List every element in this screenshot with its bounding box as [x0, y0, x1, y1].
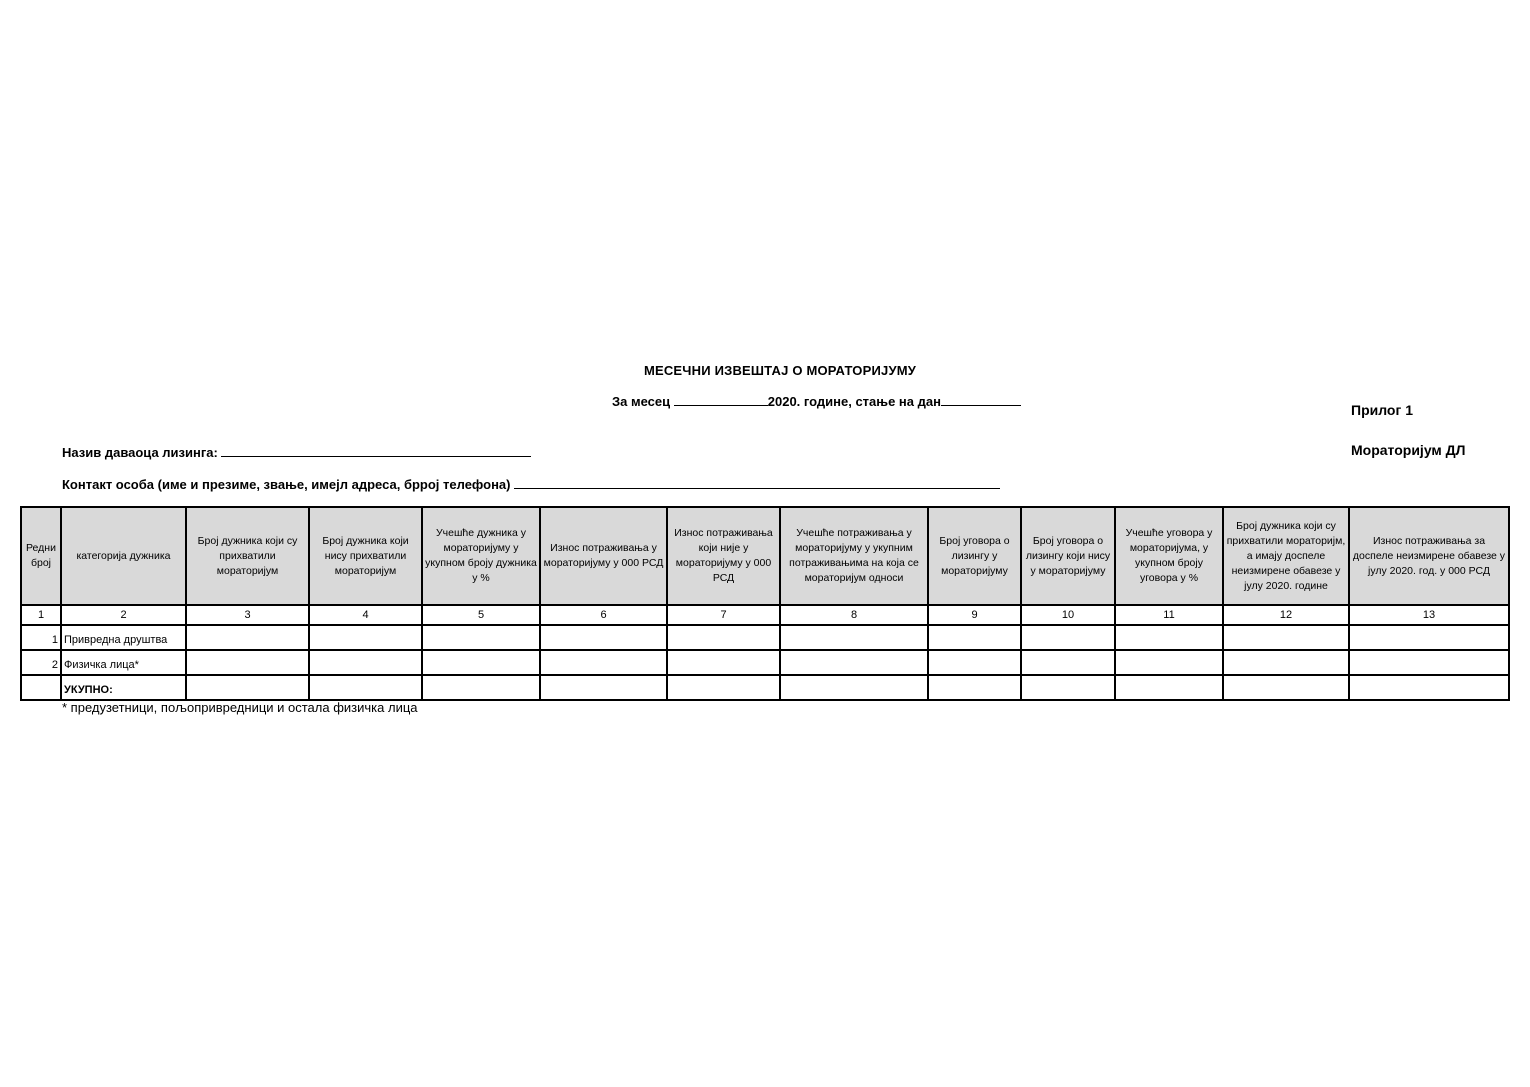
- column-number: 1: [21, 605, 61, 625]
- data-cell[interactable]: [422, 650, 540, 675]
- data-cell[interactable]: [1223, 675, 1349, 700]
- data-cell[interactable]: [1021, 675, 1115, 700]
- moratorium-table: [20, 506, 1510, 701]
- data-cell[interactable]: [667, 675, 780, 700]
- data-cell[interactable]: [928, 650, 1021, 675]
- header-cell: Редни број: [21, 507, 61, 605]
- data-cell[interactable]: [1349, 650, 1509, 675]
- column-number: 11: [1115, 605, 1223, 625]
- period-prefix: За месец: [612, 394, 671, 409]
- data-cell[interactable]: [186, 675, 309, 700]
- column-number-row: [21, 605, 1509, 625]
- data-cell[interactable]: [1115, 650, 1223, 675]
- column-number: 2: [61, 605, 186, 625]
- header-cell: Износ потраживања за доспеле неизмирене обавезе у јулу 2020. год. у 000 РСД: [1349, 507, 1509, 605]
- column-number: 8: [780, 605, 928, 625]
- report-period: [612, 393, 1021, 409]
- column-number: 7: [667, 605, 780, 625]
- header-cell: Учешће потраживања у мораторијуму у укупним потраживањима на која се мораторијум односи: [780, 507, 928, 605]
- data-cell[interactable]: [1115, 625, 1223, 650]
- data-cell[interactable]: [309, 625, 422, 650]
- annex-label: Прилог 1: [1351, 402, 1413, 418]
- row-category: Привредна друштва: [61, 625, 186, 650]
- data-cell[interactable]: [540, 650, 667, 675]
- contact-person-label: Контакт особа (име и презиме, звање, имејл адреса, брроj телефона): [62, 477, 511, 492]
- data-cell[interactable]: [1349, 625, 1509, 650]
- column-number: 3: [186, 605, 309, 625]
- table-header-row: [21, 507, 1509, 605]
- row-number: 2: [21, 650, 61, 675]
- column-number: 13: [1349, 605, 1509, 625]
- table-row-total: [21, 675, 1509, 700]
- period-middle: 2020. године, стање на дан: [767, 394, 941, 409]
- data-cell[interactable]: [422, 675, 540, 700]
- data-cell[interactable]: [422, 625, 540, 650]
- data-cell[interactable]: [780, 675, 928, 700]
- data-cell[interactable]: [667, 625, 780, 650]
- report-title: МЕСЕЧНИ ИЗВЕШТАЈ О МОРАТОРИЈУМУ: [643, 363, 917, 378]
- data-cell[interactable]: [1223, 650, 1349, 675]
- column-number: 9: [928, 605, 1021, 625]
- header-cell: Износ потраживања у мораторијуму у 000 РСД: [540, 507, 667, 605]
- header-cell: Број дужника који су прихватили мораторијм, а имају доспеле неизмирене обавезе у јулу 2020. године: [1223, 507, 1349, 605]
- table-row-individuals: [21, 650, 1509, 675]
- lessor-name-label: Назив даваоца лизинга:: [62, 445, 218, 460]
- data-cell[interactable]: [309, 675, 422, 700]
- data-cell[interactable]: [928, 625, 1021, 650]
- data-cell[interactable]: [186, 650, 309, 675]
- data-cell[interactable]: [1021, 650, 1115, 675]
- header-cell: категорија дужника: [61, 507, 186, 605]
- contact-person-field: [62, 476, 1000, 492]
- data-cell[interactable]: [667, 650, 780, 675]
- data-cell[interactable]: [186, 625, 309, 650]
- lessor-name-field: [62, 444, 531, 460]
- row-category-total: УКУПНО:: [61, 675, 186, 700]
- column-number: 12: [1223, 605, 1349, 625]
- header-cell: Учешће уговора у мораторијума, у укупном броју уговора у %: [1115, 507, 1223, 605]
- data-cell[interactable]: [1349, 675, 1509, 700]
- data-cell[interactable]: [780, 625, 928, 650]
- row-number: [21, 675, 61, 700]
- data-cell[interactable]: [928, 675, 1021, 700]
- column-number: 5: [422, 605, 540, 625]
- column-number: 6: [540, 605, 667, 625]
- lessor-name-blank[interactable]: [221, 444, 531, 457]
- row-category: Физичка лица*: [61, 650, 186, 675]
- header-cell: Број уговора о лизингу у мораторијуму: [928, 507, 1021, 605]
- header-cell: Број уговора о лизингу који нису у мораторијуму: [1021, 507, 1115, 605]
- data-cell[interactable]: [540, 625, 667, 650]
- data-cell[interactable]: [780, 650, 928, 675]
- header-cell: Број дужника који су прихватили мораторијум: [186, 507, 309, 605]
- row-number: 1: [21, 625, 61, 650]
- table-row-companies: [21, 625, 1509, 650]
- moratorium-code: Мораторијум ДЛ: [1351, 442, 1466, 458]
- column-number: 10: [1021, 605, 1115, 625]
- header-cell: Износ потраживања који није у мораторијуму у 000 РСД: [667, 507, 780, 605]
- data-cell[interactable]: [1115, 675, 1223, 700]
- column-number: 4: [309, 605, 422, 625]
- data-cell[interactable]: [1021, 625, 1115, 650]
- date-blank[interactable]: [941, 393, 1021, 406]
- header-cell: Број дужника који нису прихватили мораторијум: [309, 507, 422, 605]
- footnote: * предузетници, пољопривредници и остала физичка лица: [62, 700, 418, 715]
- contact-person-blank[interactable]: [514, 476, 1000, 489]
- month-blank[interactable]: [674, 393, 768, 406]
- header-cell: Учешће дужника у мораторијуму у укупном броју дужника у %: [422, 507, 540, 605]
- data-cell[interactable]: [309, 650, 422, 675]
- data-cell[interactable]: [540, 675, 667, 700]
- data-cell[interactable]: [1223, 625, 1349, 650]
